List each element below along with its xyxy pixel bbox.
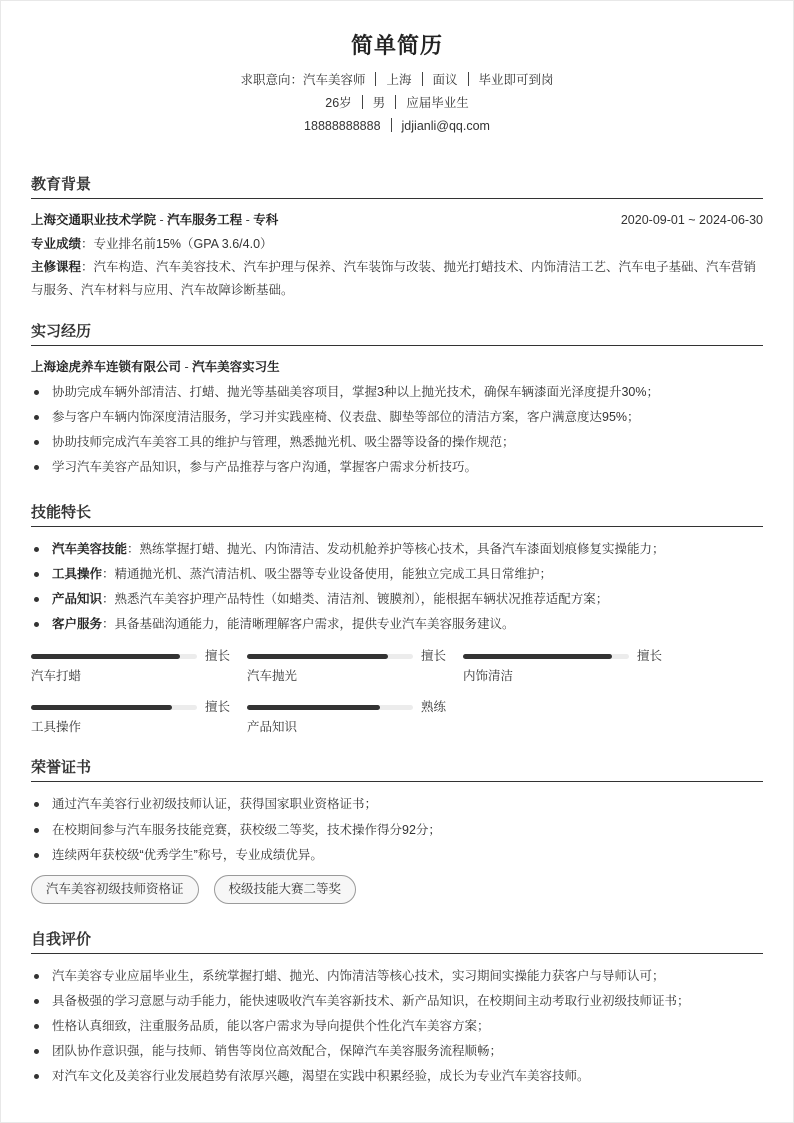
skill-name: 内饰清洁 [463, 669, 514, 683]
list-item: 性格认真细致，注重服务品质，能以客户需求为导向提供个性化汽车美容方案； [31, 1014, 763, 1039]
progress-track [247, 705, 413, 710]
separator: - [242, 213, 254, 227]
list-item: 学习汽车美容产品知识，参与产品推荐与客户沟通，掌握客户需求分析技巧。 [31, 455, 763, 480]
basic-info-line [31, 92, 763, 115]
progress-fill [247, 654, 388, 659]
skills-bullets [31, 537, 763, 637]
certificate-badge: 汽车美容初级技师资格证 [31, 875, 199, 904]
skill-text: 精通抛光机、蒸汽清洁机、吸尘器等专业设备使用，能独立完成工具日常维护； [114, 567, 553, 581]
skill-bars [31, 646, 763, 738]
status: 应届毕业生 [406, 96, 469, 110]
progress-fill [247, 705, 380, 710]
progress-fill [31, 654, 180, 659]
row-label: 专业成绩 [31, 237, 82, 251]
skill-text: 具备基础沟通能力，能清晰理解客户需求，提供专业汽车美容服务建议。 [114, 617, 515, 631]
divider [395, 95, 396, 109]
divider [422, 72, 423, 86]
skill-text: 熟悉汽车美容护理产品特性（如蜡类、清洁剂、镀膜剂），能根据车辆状况推荐适配方案； [114, 592, 609, 606]
education-row [31, 256, 763, 302]
skill-label: 汽车美容技能 [52, 542, 128, 556]
skill-bar-item [31, 646, 247, 687]
list-item: 参与客户车辆内饰深度清洁服务，学习并实践座椅、仪表盘、脚垫等部位的清洁方案，客户满意度达95%； [31, 405, 763, 430]
skill-bar-item [247, 697, 463, 738]
skill-name: 产品知识 [247, 720, 298, 734]
skill-label: 产品知识 [52, 592, 103, 606]
colon: ： [81, 237, 94, 251]
email: jdjianli@qq.com [401, 119, 490, 133]
section-title: 教育背景 [31, 174, 763, 199]
education-section [31, 174, 763, 302]
skill-name: 汽车打蜡 [31, 669, 82, 683]
section-title: 自我评价 [31, 929, 763, 954]
role: 汽车美容实习生 [192, 360, 280, 374]
gender: 男 [372, 96, 386, 110]
list-item: 在校期间参与汽车服务技能竞赛，获校级二等奖，技术操作得分92分； [31, 818, 763, 844]
skill-bar-item [463, 646, 679, 687]
row-label: 主修课程 [31, 260, 82, 274]
row-text: 汽车构造、汽车美容技术、汽车护理与保养、汽车装饰与改装、抛光打蜡技术、内饰清洁工艺、汽车电子基础、汽车营销与服务、汽车材料与应用、汽车故障诊断基础。 [31, 260, 757, 297]
list-item: 通过汽车美容行业初级技师认证，获得国家职业资格证书； [31, 792, 763, 818]
skill-name: 汽车抛光 [247, 669, 298, 683]
list-item: 连续两年获校级“优秀学生”称号，专业成绩优异。 [31, 843, 763, 869]
skills-section [31, 502, 763, 738]
skill-level: 擅长 [421, 649, 447, 663]
colon: ： [102, 617, 115, 631]
internship-bullets [31, 380, 763, 480]
list-item: 具备极强的学习意愿与动手能力，能快速吸收汽车美容新技术、新产品知识，在校期间主动考取行业初级技师证书； [31, 989, 763, 1014]
certificate-badge: 校级技能大赛二等奖 [214, 875, 357, 904]
progress-track [31, 654, 197, 659]
degree: 专科 [253, 213, 279, 227]
skill-bar-item [31, 697, 247, 738]
certificate-badges [31, 875, 763, 904]
education-entry-title [31, 209, 278, 232]
divider [375, 72, 376, 86]
education-date: 2020-09-01 ~ 2024-06-30 [620, 213, 763, 227]
list-item [31, 562, 763, 587]
separator: - [156, 213, 168, 227]
personal-info [31, 69, 763, 138]
skill-level: 熟练 [421, 700, 447, 714]
list-item: 对汽车文化及美容行业发展趋势有浓厚兴趣，渴望在实践中积累经验，成长为专业汽车美容技师。 [31, 1064, 763, 1089]
salary: 面议 [432, 73, 458, 87]
divider [391, 118, 392, 132]
job-intention-line [31, 69, 763, 92]
section-title: 技能特长 [31, 502, 763, 527]
education-entry-head [31, 209, 763, 232]
colon: ： [102, 592, 115, 606]
progress-track [463, 654, 629, 659]
divider [362, 95, 363, 109]
internship-entry-head [31, 356, 763, 379]
skill-level: 擅长 [205, 700, 231, 714]
internship-section [31, 321, 763, 480]
colon: ： [102, 567, 115, 581]
divider [468, 72, 469, 86]
school-name: 上海交通职业技术学院 [31, 213, 157, 227]
internship-entry-title [31, 356, 280, 379]
skill-level: 擅长 [637, 649, 663, 663]
skill-text: 熟练掌握打蜡、抛光、内饰清洁、发动机舱养护等核心技术，具备汽车漆面划痕修复实操能力； [139, 542, 665, 556]
contact-line [31, 115, 763, 138]
separator: - [181, 360, 193, 374]
row-text: 专业排名前15%（GPA 3.6/4.0） [93, 237, 273, 251]
list-item: 汽车美容专业应届毕业生，系统掌握打蜡、抛光、内饰清洁等核心技术，实习期间实操能力获客户与导师认可； [31, 964, 763, 989]
phone: 18888888888 [304, 119, 381, 133]
self-evaluation-bullets [31, 964, 763, 1090]
resume-title: 简单简历 [350, 33, 443, 58]
progress-fill [463, 654, 612, 659]
list-item [31, 612, 763, 637]
skill-label: 工具操作 [52, 567, 103, 581]
section-title: 荣誉证书 [31, 757, 763, 782]
section-title: 实习经历 [31, 321, 763, 346]
major: 汽车服务工程 [167, 213, 243, 227]
colon: ： [127, 542, 140, 556]
education-row [31, 233, 763, 256]
company-name: 上海途虎养车连锁有限公司 [31, 360, 182, 374]
list-item [31, 587, 763, 612]
age: 26岁 [325, 96, 352, 110]
honors-section [31, 757, 763, 904]
location: 上海 [386, 73, 412, 87]
skill-label: 客户服务 [52, 617, 103, 631]
list-item [31, 537, 763, 562]
honors-bullets [31, 792, 763, 869]
progress-track [31, 705, 197, 710]
list-item: 协助技师完成汽车美容工具的维护与管理，熟悉抛光机、吸尘器等设备的操作规范； [31, 430, 763, 455]
availability: 毕业即可到岗 [478, 73, 554, 87]
self-evaluation-section [31, 929, 763, 1090]
skill-name: 工具操作 [31, 720, 82, 734]
job-intention: 求职意向：汽车美容师 [240, 73, 366, 87]
progress-fill [31, 705, 172, 710]
colon: ： [81, 260, 94, 274]
skill-bar-item [247, 646, 463, 687]
progress-track [247, 654, 413, 659]
list-item: 协助完成车辆外部清洁、打蜡、抛光等基础美容项目，掌握3种以上抛光技术，确保车辆漆面光泽度提升30%； [31, 380, 763, 405]
skill-level: 擅长 [205, 649, 231, 663]
list-item: 团队协作意识强，能与技师、销售等岗位高效配合，保障汽车美容服务流程顺畅； [31, 1039, 763, 1064]
